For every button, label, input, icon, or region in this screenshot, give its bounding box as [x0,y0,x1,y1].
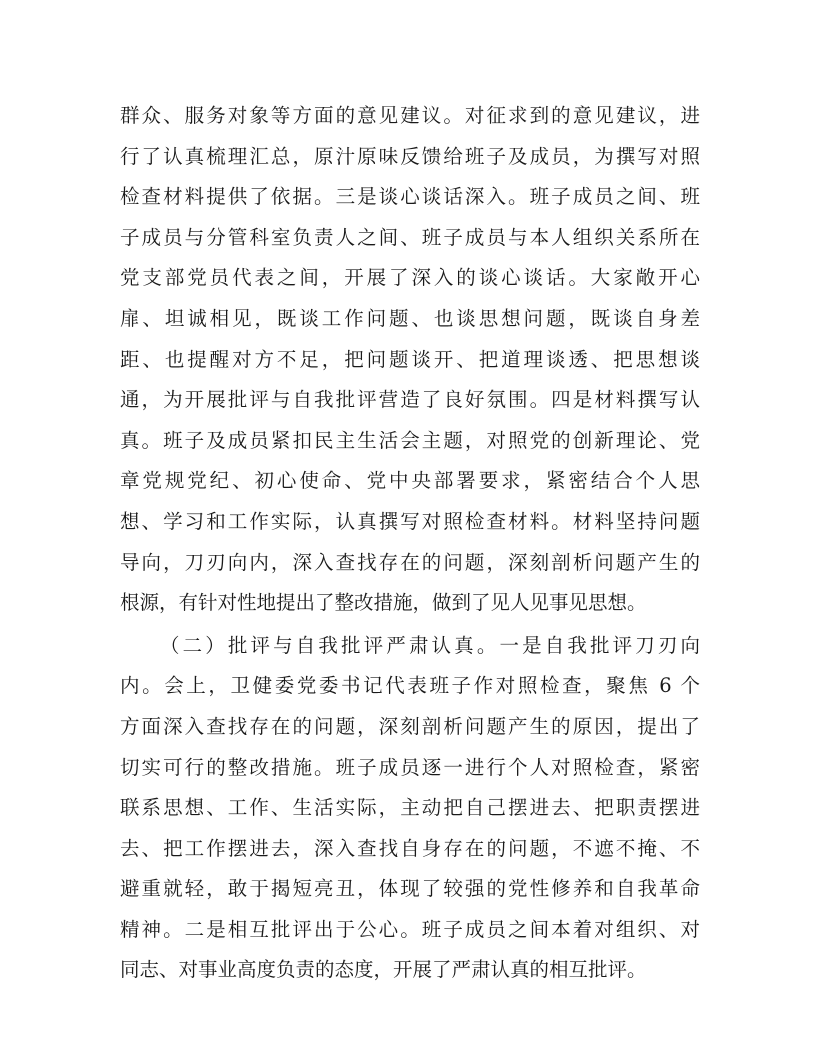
paragraph-line: 距、也提醒对方不足，把问题谈开、把道理谈透、把思想谈 [120,347,700,371]
paragraph-line: 根源，有针对性地提出了整改措施，做到了见人见事见思想。 [120,591,647,615]
paragraph-1 [120,96,700,624]
paragraph-line: 党支部党员代表之间，开展了深入的谈心谈话。大家敞开心 [120,266,700,290]
paragraph-line: 想、学习和工作实际，认真撰写对照检查材料。材料坚持问题 [120,509,700,533]
paragraph-line: 导向，刀刃向内，深入查找存在的问题，深刻剖析问题产生的 [120,550,700,574]
paragraph-line: 群众、服务对象等方面的意见建议。对征求到的意见建议，进 [120,104,700,127]
paragraph-line: 真。班子及成员紧扣民主生活会主题，对照党的创新理论、党 [120,428,700,452]
paragraph-line: 联系思想、工作、生活实际，主动把自己摆进去、把职责摆进 [120,796,700,820]
paragraph-2 [120,626,700,991]
paragraph-line: 内。会上，卫健委党委书记代表班子作对照检查，聚焦 6 个 [120,674,700,698]
paragraph-line: 同志、对事业高度负责的态度，开展了严肃认真的相互批评。 [120,958,647,982]
paragraph-line: 避重就轻，敢于揭短亮丑，体现了较强的党性修养和自我革命 [120,877,700,901]
paragraph-heading-line: （二）批评与自我批评严肃认真。一是自我批评刀刃向 [160,633,700,657]
paragraph-line: 通，为开展批评与自我批评营造了良好氛围。四是材料撰写认 [120,388,700,412]
paragraph-line: 检查材料提供了依据。三是谈心谈话深入。班子成员之间、班 [120,185,700,209]
paragraph-line: 子成员与分管科室负责人之间、班子成员与本人组织关系所在 [120,225,700,249]
paragraph-line: 方面深入查找存在的问题，深刻剖析问题产生的原因，提出了 [120,714,700,738]
paragraph-line: 切实可行的整改措施。班子成员逐一进行个人对照检查，紧密 [120,755,700,779]
paragraph-line: 去、把工作摆进去，深入查找自身存在的问题，不遮不掩、不 [120,836,700,860]
document-page [120,96,700,991]
paragraph-line: 行了认真梳理汇总，原汁原味反馈给班子及成员，为撰写对照 [120,144,700,168]
paragraph-line: 章党规党纪、初心使命、党中央部署要求，紧密结合个人思 [120,469,700,493]
paragraph-line: 精神。二是相互批评出于公心。班子成员之间本着对组织、对 [120,917,700,941]
paragraph-line: 扉、坦诚相见，既谈工作问题、也谈思想问题，既谈自身差 [120,306,700,330]
